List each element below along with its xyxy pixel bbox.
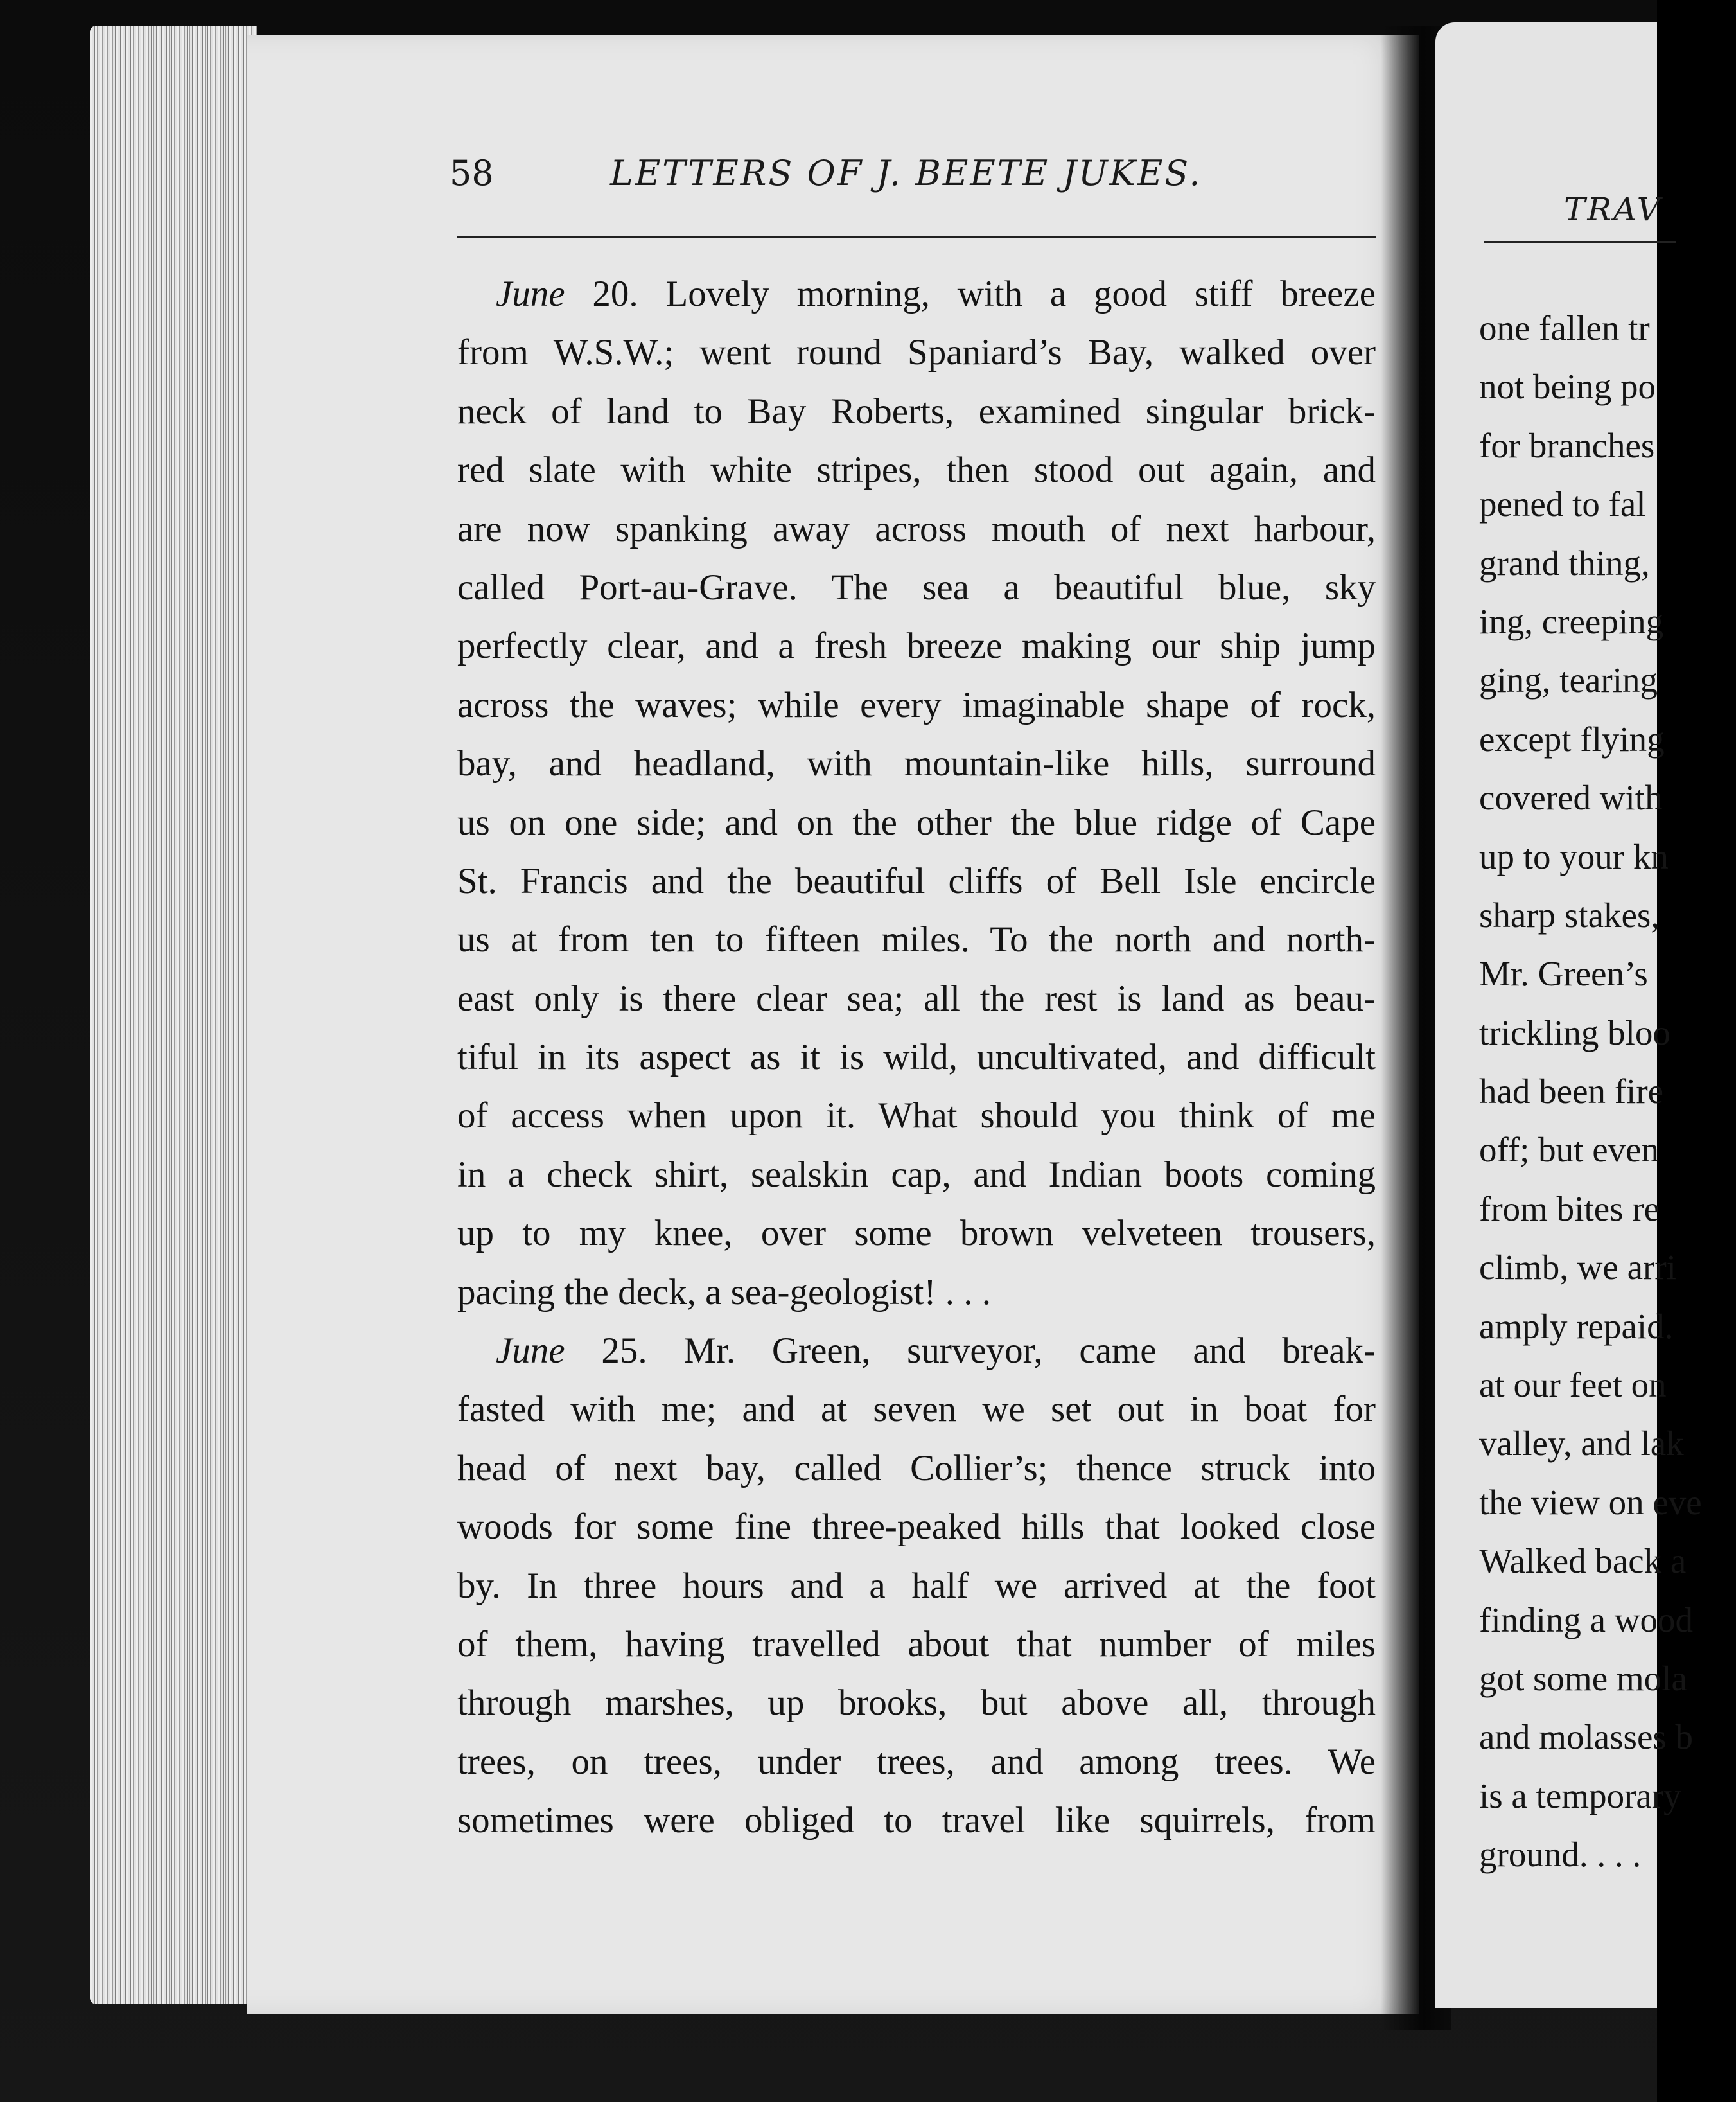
right-text-line: Walked back a — [1479, 1541, 1687, 1581]
line-text: St. Francis and the beautiful cliffs of Bell Isle encircle — [457, 860, 1376, 901]
line-text: of access when upon it. What should you think of me — [457, 1095, 1376, 1136]
right-text-line: ing, creeping — [1479, 601, 1664, 641]
text-line — [457, 441, 1376, 499]
text-line — [457, 910, 1376, 969]
text-line — [457, 1497, 1376, 1556]
text-line — [457, 1439, 1376, 1497]
right-text-line: not being po — [1479, 367, 1656, 407]
line-text: are now spanking away across mouth of next harbour, — [457, 508, 1376, 549]
text-line — [457, 617, 1376, 675]
right-body-text — [1479, 299, 1736, 1884]
text-line — [457, 793, 1376, 852]
text-line — [457, 1733, 1376, 1791]
left-body-text — [457, 265, 1376, 1850]
text-line — [457, 382, 1376, 441]
text-line — [457, 676, 1376, 734]
line-text: trees, on trees, under trees, and among trees. We — [457, 1741, 1376, 1782]
text-line — [457, 1791, 1376, 1850]
line-text: us on one side; and on the other the blue ridge of Cape — [457, 802, 1376, 843]
running-title: LETTERS OF J. BEETE JUKES. — [610, 153, 1202, 193]
text-line — [457, 734, 1376, 793]
line-text: from W.S.W.; went round Spaniard’s Bay, walked over — [457, 332, 1376, 373]
line-text: neck of land to Bay Roberts, examined singular brick- — [457, 391, 1376, 432]
right-text-line: sharp stakes, — [1479, 895, 1660, 935]
line-text: through marshes, up brooks, but above all, through — [457, 1682, 1376, 1724]
right-text-line: from bites re — [1479, 1188, 1660, 1228]
right-text-line: up to your kn — [1479, 836, 1669, 876]
line-text: bay, and headland, with mountain-like hills, surround — [457, 743, 1376, 784]
right-text-line: is a temporary — [1479, 1776, 1681, 1815]
line-text: east only is there clear sea; all the rest is land as beau- — [457, 978, 1376, 1019]
line-text: tiful in its aspect as it is wild, uncultivated, and difficult — [457, 1037, 1376, 1078]
header-rule — [457, 236, 1376, 238]
right-text-line: one fallen tr — [1479, 308, 1650, 348]
line-text: head of next bay, called Collier’s; thence struck into — [457, 1447, 1376, 1488]
line-text: in a check shirt, sealskin cap, and Indian boots coming — [457, 1154, 1376, 1195]
line-text: up to my knee, over some brown velveteen trousers, — [457, 1213, 1376, 1254]
line-text: woods for some fine three-peaked hills that looked close — [457, 1506, 1376, 1548]
right-text-line: ging, tearing — [1479, 660, 1658, 700]
right-text-line: off; but even — [1479, 1130, 1660, 1170]
right-page — [1435, 22, 1702, 2008]
right-text-line: covered with — [1479, 778, 1663, 818]
text-line — [457, 1321, 1376, 1380]
line-text: sometimes were obliged to travel like squirrels, from — [457, 1800, 1376, 1841]
line-text: across the waves; while every imaginable shape of rock, — [457, 684, 1376, 725]
text-line — [457, 1557, 1376, 1615]
right-text-line: ground. . . . — [1479, 1835, 1642, 1875]
right-text-line: trickling bloo — [1479, 1012, 1670, 1052]
text-line — [457, 852, 1376, 910]
text-line — [457, 1380, 1376, 1438]
line-text: red slate with white stripes, then stood out again, and — [457, 450, 1376, 491]
entry-date: June — [496, 274, 565, 314]
right-text-line: pened to fal — [1479, 484, 1646, 524]
text-line — [457, 265, 1376, 323]
page-edges — [90, 26, 257, 2004]
text-line — [457, 1145, 1376, 1204]
right-text-line: grand thing, — [1479, 543, 1650, 583]
text-line — [457, 1615, 1376, 1674]
right-text-line: Mr. Green’s — [1479, 954, 1648, 994]
right-text-line: at our feet on — [1479, 1365, 1667, 1405]
line-text: called Port-au-Grave. The sea a beautiful blue, sky — [457, 567, 1376, 608]
line-text: by. In three hours and a half we arrived at the foot — [457, 1565, 1376, 1606]
text-line — [457, 1263, 1376, 1321]
text-line — [457, 969, 1376, 1028]
text-line — [457, 1674, 1376, 1732]
text-line — [457, 500, 1376, 558]
entry-date: June — [496, 1330, 565, 1372]
line-text: 20. Lovely morning, with a good stiff breeze — [565, 274, 1376, 314]
right-text-line: amply repaid. — [1479, 1306, 1674, 1346]
right-text-line: valley, and lak — [1479, 1424, 1684, 1463]
text-line — [457, 558, 1376, 617]
right-text-line: finding a wood — [1479, 1600, 1694, 1639]
right-text-line: got some mola — [1479, 1658, 1687, 1698]
text-line — [457, 323, 1376, 382]
right-text-line: and molasses b — [1479, 1717, 1694, 1757]
line-text: of them, having travelled about that number of miles — [457, 1623, 1376, 1665]
right-text-line: except flying — [1479, 719, 1665, 759]
line-text: fasted with me; and at seven we set out in boat for — [457, 1389, 1376, 1430]
text-line — [457, 1028, 1376, 1086]
page-number: 58 — [450, 153, 494, 193]
right-text-line: climb, we arri — [1479, 1248, 1676, 1287]
line-text: pacing the deck, a sea-geologist! . . . — [457, 1271, 991, 1312]
text-line — [457, 1086, 1376, 1145]
text-line — [457, 1204, 1376, 1262]
line-text: perfectly clear, and a fresh breeze making our ship jump — [457, 626, 1376, 667]
right-text-line: had been fire — [1479, 1072, 1664, 1111]
right-text-line: for branches — [1479, 425, 1655, 465]
right-header-rule — [1484, 241, 1676, 243]
right-text-line: the view on eve — [1479, 1482, 1702, 1522]
line-text: 25. Mr. Green, surveyor, came and break- — [565, 1330, 1376, 1372]
right-running-title: TRAV — [1564, 191, 1662, 228]
line-text: us at from ten to fifteen miles. To the north and north- — [457, 919, 1376, 960]
